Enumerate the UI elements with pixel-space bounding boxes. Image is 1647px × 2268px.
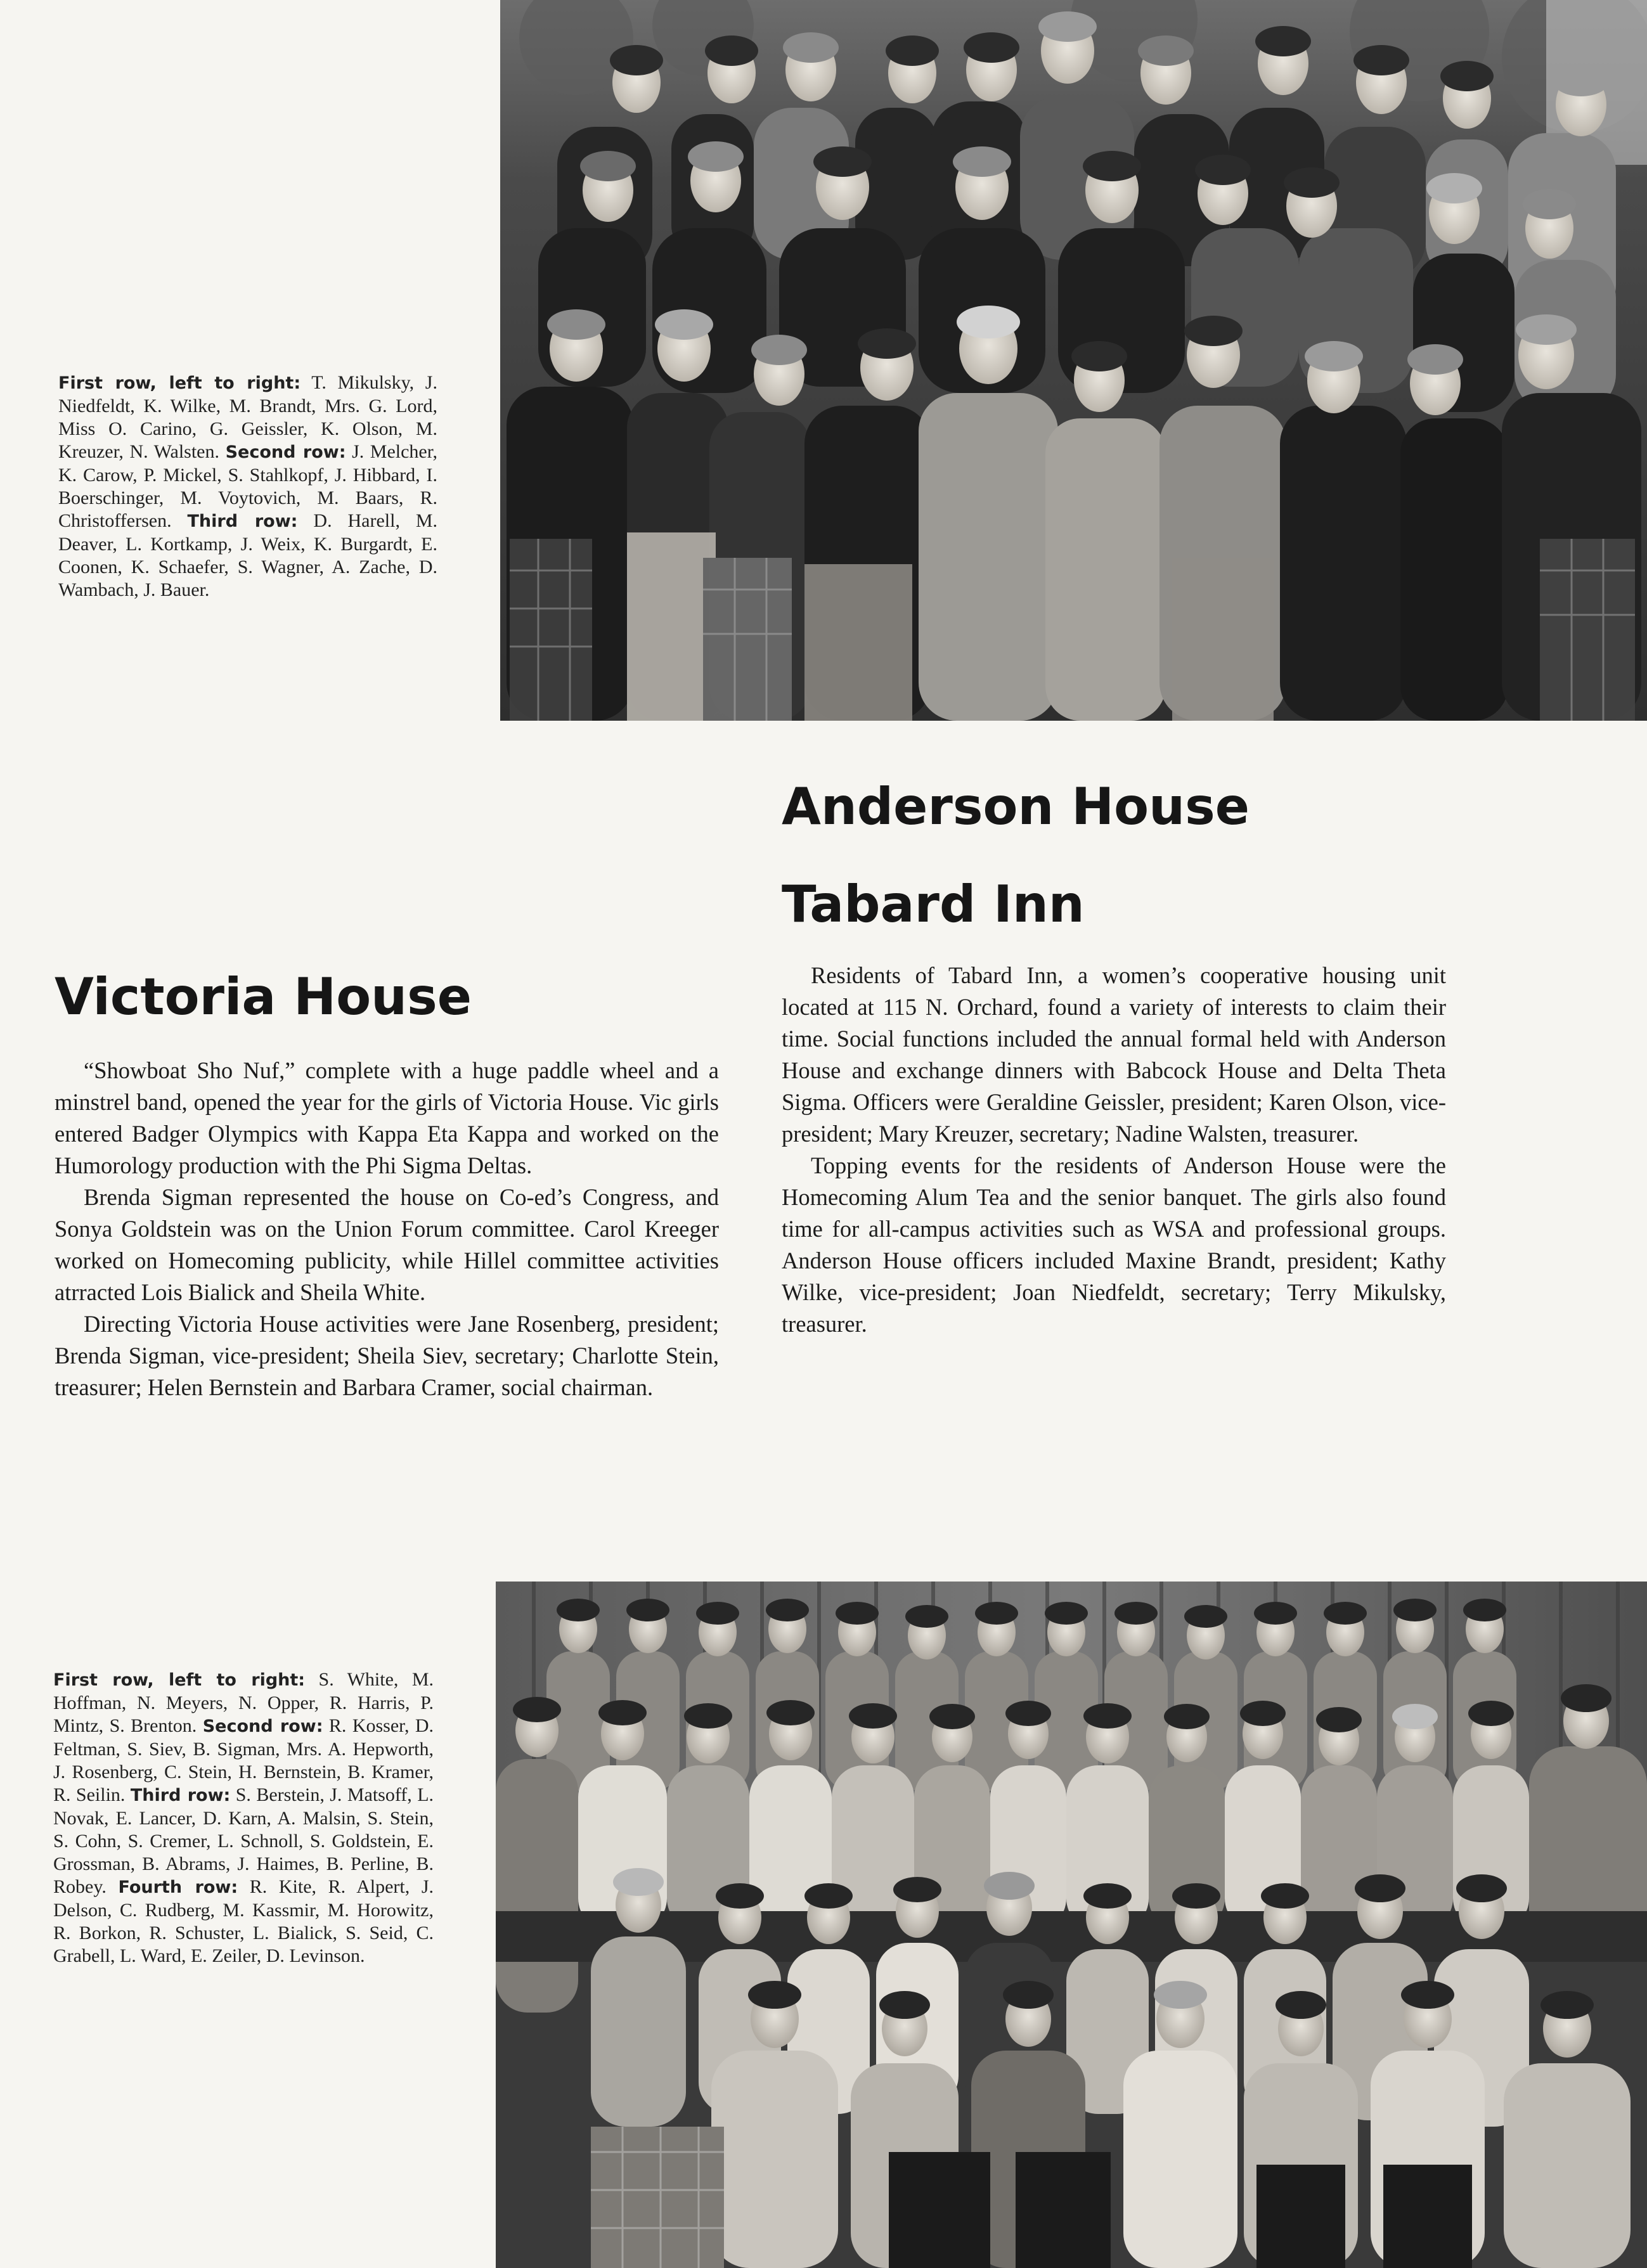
group-photo-victoria-house-image — [496, 1582, 1647, 2268]
victoria-house-article — [55, 1055, 719, 1403]
group-photo-anderson-tabard-image — [500, 0, 1647, 721]
anderson-paragraph-2: Topping events for the residents of Anderson House were the Homecoming Alum Tea and the senior banquet. The girls also found time for all-campus activities such as WSA and professional groups. Anderson House officers included Maxine Brandt, president; Kathy Wilke, vice-president; Joan Niedfeldt, secretary; Terry Mikulsky, treasurer. — [782, 1152, 1446, 1337]
anderson-house-heading: Anderson House — [782, 777, 1250, 836]
caption-second-row-label: Second row: — [225, 442, 346, 462]
bottom-photo-caption — [53, 1668, 434, 1968]
caption-first-row: T. Mikulsky, J. Niedfeldt, K. Wilke, M. Brandt, Mrs. G. Lord, Miss O. Carino, G. Geissler, K. Olson, M. Kreuzer, N. Walsten. — [58, 372, 437, 462]
caption-third-row-label: Third row: — [187, 512, 298, 531]
anderson-house-article — [782, 960, 1446, 1340]
anderson-paragraph-1: Residents of Tabard Inn, a women’s cooperative housing unit located at 115 N. Orchard, found a variety of interests to claim their time. Social functions included the annual formal held with Anderson House and exchange dinners with Babcock House and Delta Theta Sigma. Officers were Geraldine Geissler, president; Karen Olson, vice-president; Mary Kreuzer, secretary; Nadine Walsten, treasurer. — [782, 962, 1446, 1147]
group-photo-victoria-house — [496, 1582, 1647, 2268]
caption-second-row: R. Kosser, D. Feltman, S. Siev, B. Sigman, Mrs. A. Hepworth, J. Rosenberg, C. Stein, H. Bernstein, B. Kramer, R. Seilin. — [53, 1715, 434, 1805]
caption-second-row: J. Melcher, K. Carow, P. Mickel, S. Stahlkopf, J. Hibbard, I. Boerschinger, M. Voytovich, M. Baars, R. Christoffersen. — [58, 441, 438, 531]
victoria-paragraph-1: “Showboat Sho Nuf,” complete with a huge paddle wheel and a minstrel band, opened the year for the girls of Victoria House. Vic girls entered Badger Olympics with Kappa Eta Kappa and worked on the Humorology production with the Phi Sigma Deltas. — [55, 1057, 719, 1178]
caption-fourth-row-label: Fourth row: — [118, 1878, 238, 1897]
group-photo-anderson-tabard — [500, 0, 1647, 721]
caption-fourth-row: R. Kite, R. Alpert, J. Delson, C. Rudberg, M. Kassmir, M. Horowitz, R. Borkon, R. Schuster, L. Bialick, S. Seid, C. Grabell, L. Ward, E. Zeiler, D. Levinson. — [53, 1876, 434, 1966]
victoria-paragraph-3: Directing Victoria House activities were Jane Rosenberg, president; Brenda Sigman, vice-president; Sheila Siev, secretary; Charlotte Stein, treasurer; Helen Bernstein and Barbara Cramer, social chairman. — [55, 1311, 719, 1400]
victoria-paragraph-2: Brenda Sigman represented the house on Co-ed’s Congress, and Sonya Goldstein was on the Union Forum committee. Carol Kreeger worked on Homecoming publicity, while Hillel committee activities atrracted Lois Bialick and Sheila White. — [55, 1184, 719, 1305]
caption-first-row: S. White, M. Hoffman, N. Meyers, N. Opper, R. Harris, P. Mintz, S. Brenton. — [53, 1669, 434, 1736]
caption-third-row: S. Berstein, J. Matsoff, L. Novak, E. Lancer, D. Karn, A. Malsin, S. Stein, S. Cohn, S. Cremer, L. Schnoll, S. Goldstein, E. Grossman, B. Abrams, J. Haimes, B. Perline, B. Robey. — [53, 1784, 434, 1897]
caption-lead: First row, left to right: — [58, 373, 301, 393]
tabard-inn-heading: Tabard Inn — [782, 875, 1085, 934]
caption-second-row-label: Second row: — [202, 1717, 323, 1736]
caption-lead: First row, left to right: — [53, 1670, 306, 1690]
victoria-house-heading: Victoria House — [55, 967, 472, 1026]
caption-third-row: D. Harell, M. Deaver, L. Kortkamp, J. Weix, K. Burgardt, E. Coonen, K. Schaefer, S. Wagner, A. Zache, D. Wambach, J. Bauer. — [58, 510, 438, 600]
caption-third-row-label: Third row: — [130, 1786, 231, 1805]
top-photo-caption — [58, 371, 437, 602]
